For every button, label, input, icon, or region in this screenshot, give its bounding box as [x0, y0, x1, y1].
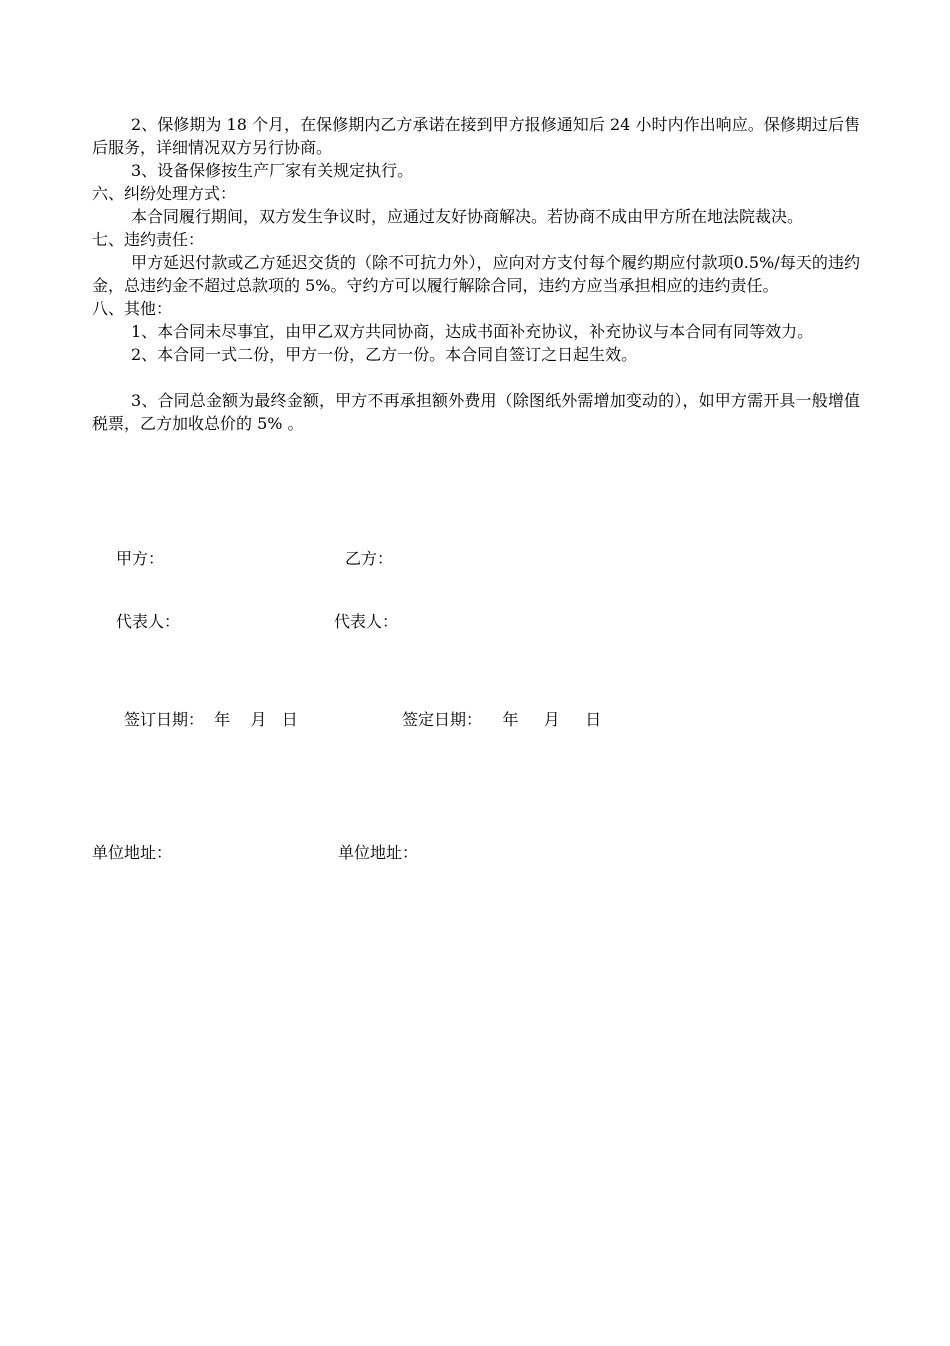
address-a-label: 单位地址： [92, 843, 173, 862]
paragraph-gap [92, 366, 860, 389]
clause-other-1: 1、本合同未尽事宜，由甲乙双方共同协商，达成书面补充协议，补充协议与本合同有同等效力。 [131, 322, 814, 341]
representative-b-label: 代表人： [334, 612, 399, 631]
representative-a-label: 代表人： [116, 612, 181, 631]
section-heading-breach: 七、违约责任： [92, 230, 205, 249]
section-heading-other: 八、其他： [92, 299, 173, 318]
party-a-label: 甲方： [116, 549, 165, 568]
address-b-label: 单位地址： [338, 843, 419, 862]
clause-other-3: 3、合同总金额为最终金额，甲方不再承担额外费用（除图纸外需增加变动的），如甲方需开具一般增值税票，乙方加收总价的 5% 。 [92, 391, 860, 433]
clause-breach: 甲方延迟付款或乙方延迟交货的（除不可抗力外），应向对方支付每个履约期应付款项0.5%/每天的违约金，总违约金不超过总款项的 5%。守约方可以履行解除合同，违约方应当承担相应的违约责任。 [92, 253, 860, 295]
clause-warranty-period: 2、保修期为 18 个月，在保修期内乙方承诺在接到甲方报修通知后 24 小时内作出响应。保修期过后售后服务，详细情况双方另行协商。 [92, 115, 860, 157]
clause-warranty-rules: 3、设备保修按生产厂家有关规定执行。 [131, 161, 414, 180]
party-b-label: 乙方： [345, 549, 394, 568]
clause-dispute: 本合同履行期间，双方发生争议时，应通过友好协商解决。若协商不成由甲方所在地法院裁决。 [131, 207, 804, 226]
signing-date-a: 签订日期： 年 月 日 [124, 710, 298, 729]
contract-body [92, 113, 860, 435]
clause-other-2: 2、本合同一式二份，甲方一份，乙方一份。本合同自签订之日起生效。 [131, 345, 638, 364]
section-heading-dispute: 六、纠纷处理方式： [92, 184, 237, 203]
signing-date-b: 签定日期： 年 月 日 [402, 710, 602, 729]
